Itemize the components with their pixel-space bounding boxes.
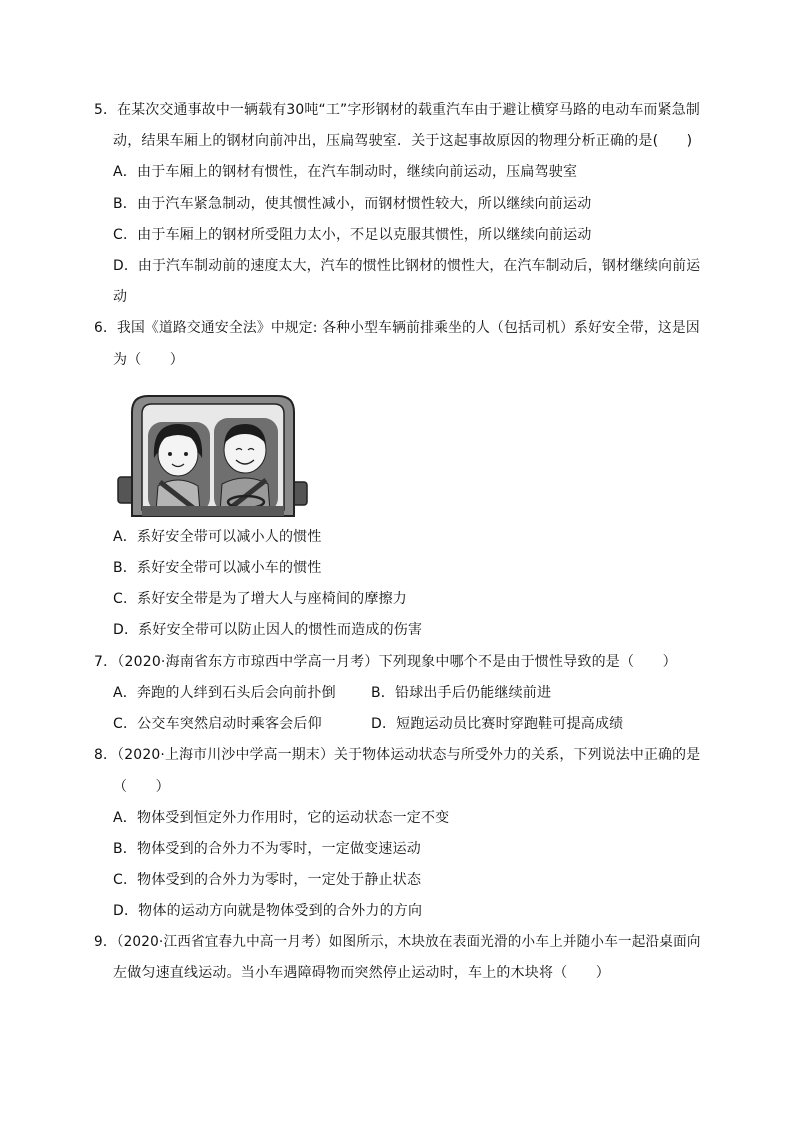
question-8-stem-line-2: （ ） — [113, 779, 170, 795]
question-6-option-b: B．系好安全带可以减小车的惯性 — [113, 560, 322, 576]
question-8-option-a: A．物体受到恒定外力作用时，它的运动状态一定不变 — [113, 810, 450, 826]
question-8-stem-line-1: 8．（2020·上海市川沙中学高一期末）关于物体运动状态与所受外力的关系，下列说法中正确的是 — [94, 747, 701, 763]
question-5-stem-line-2: 动，结果车厢上的钢材向前冲出，压扁驾驶室．关于这起事故原因的物理分析正确的是( ) — [113, 133, 693, 149]
question-8-option-c: C．物体受到的合外力为零时，一定处于静止状态 — [113, 872, 422, 888]
question-6-option-d: D．系好安全带可以防止因人的惯性而造成的伤害 — [113, 622, 423, 638]
question-9-stem-line-1: 9．（2020·江西省宜春九中高一月考）如图所示，木块放在表面光滑的小车上并随小车一起沿桌面向 — [94, 934, 701, 950]
question-5-option-d: D．由于汽车制动前的速度太大，汽车的惯性比钢材的惯性大，在汽车制动后，钢材继续向前运 — [113, 258, 701, 274]
question-5-stem-line-1: 5．在某次交通事故中一辆载有30吨“工”字形钢材的载重汽车由于避让横穿马路的电动车而紧急制 — [94, 102, 700, 118]
question-7-stem: 7．（2020·海南省东方市琼西中学高一月考）下列现象中哪个不是由于惯性导致的是（ ） — [94, 654, 677, 670]
seatbelt-car-illustration — [116, 390, 309, 517]
question-5-option-b: B．由于汽车紧急制动，使其惯性减小，而钢材惯性较大，所以继续向前运动 — [113, 196, 592, 212]
question-5-option-d-cont: 动 — [113, 289, 128, 305]
question-9-stem-line-2: 左做匀速直线运动。当小车遇障碍物而突然停止运动时，车上的木块将（ ） — [113, 965, 610, 981]
question-6-option-c: C．系好安全带是为了增大人与座椅间的摩擦力 — [113, 591, 407, 607]
question-5-option-c: C．由于车厢上的钢材所受阻力太小，不足以克服其惯性，所以继续向前运动 — [113, 227, 592, 243]
question-8-option-b: B．物体受到的合外力不为零时，一定做变速运动 — [113, 841, 422, 857]
question-6-stem-line-2: 为（ ） — [113, 352, 184, 368]
question-6-option-a: A．系好安全带可以减小人的惯性 — [113, 529, 322, 545]
question-6-stem-line-1: 6．我国《道路交通安全法》中规定: 各种小型车辆前排乘坐的人（包括司机）系好安全带，这是因 — [94, 320, 700, 336]
question-7-option-a: A．奔跑的人绊到石头后会向前扑倒 — [113, 685, 336, 701]
question-7-option-c: C．公交车突然启动时乘客会后仰 — [113, 716, 322, 732]
question-8-option-d: D．物体的运动方向就是物体受到的合外力的方向 — [113, 903, 423, 919]
question-5-option-a: A．由于车厢上的钢材有惯性，在汽车制动时，继续向前运动，压扁驾驶室 — [113, 164, 578, 180]
question-7-option-d: D．短跑运动员比赛时穿跑鞋可提高成绩 — [371, 716, 624, 732]
question-7-option-b: B．铅球出手后仍能继续前进 — [371, 685, 552, 701]
